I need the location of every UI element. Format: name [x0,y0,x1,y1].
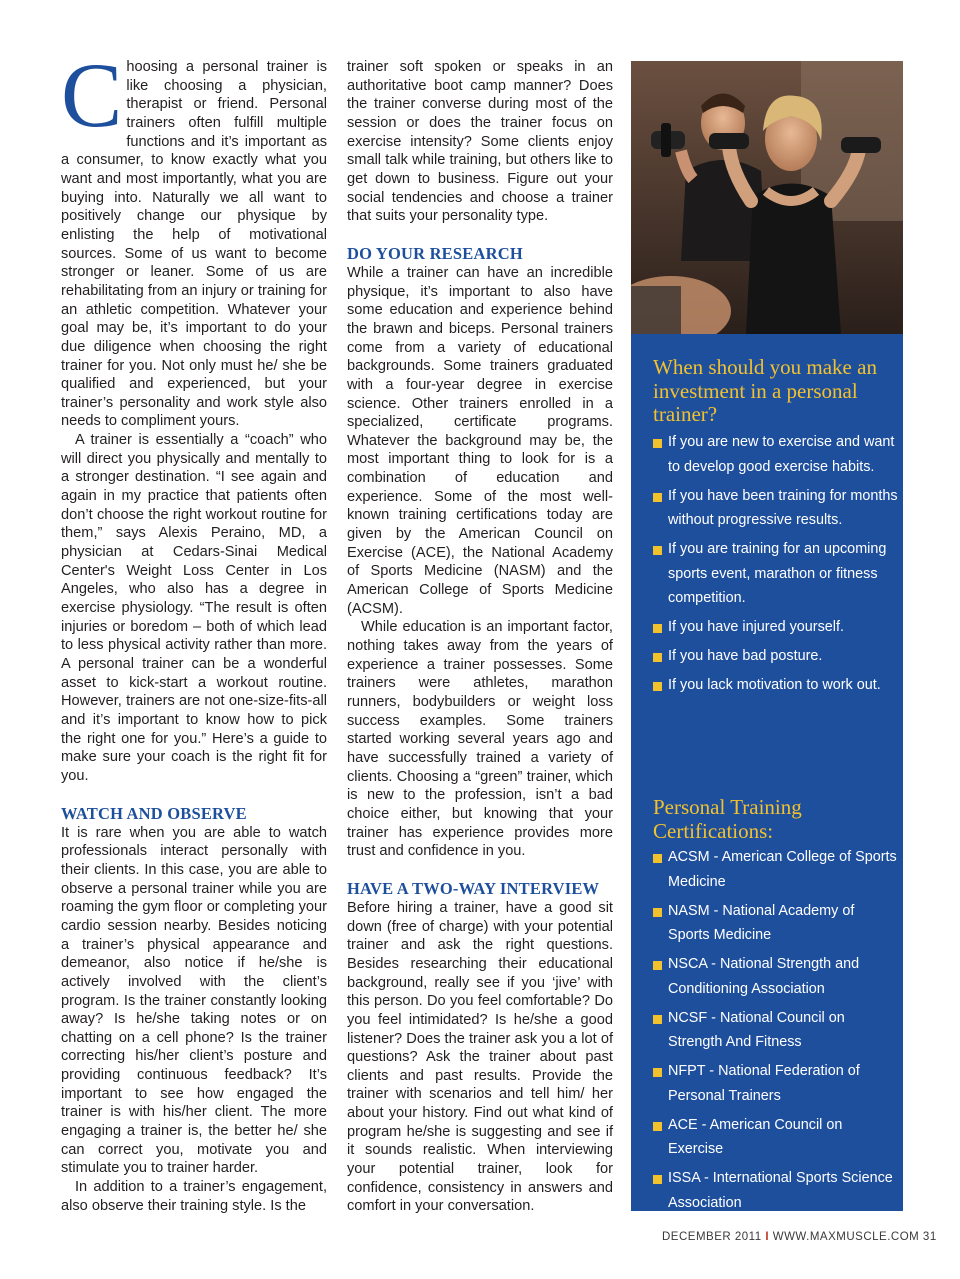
bullet-square-icon [653,1175,662,1184]
article-column-1 [61,44,327,1215]
list-item: If you have bad posture. [653,644,898,669]
bullet-square-icon [653,1122,662,1131]
bullet-square-icon [653,1068,662,1077]
list-item: NSCA - National Strength and Conditioning Association [653,952,898,1001]
interview-paragraph-1: Before hiring a trainer, have a good sit down (free of charge) with your potential trainer and ask the right questions. Besides researching their educational background, really see if you ‘jive’ with this person. Do you feel comfortable? Do you feel intimidated? Is he/she a good listener? Does the trainer ask you a lot of questions? Ask the trainer about past clients and past results. Provide the trainer with scenarios and tell him/ her about your history. Find out what kind of program he/she is suggesting and see if it sounds realistic. When interviewing your potential trainer, look for confidence, consistency in answers and comfort in your conversation. [347,899,613,1215]
bullet-square-icon [653,1015,662,1024]
bullet-square-icon [653,624,662,633]
bullet-square-icon [653,908,662,917]
list-item: ACSM - American College of Sports Medicine [653,845,898,894]
section-heading-watch: WATCH AND OBSERVE [61,803,247,823]
watch-paragraph-1: It is rare when you are able to watch professionals interact personally with their clients. In this case, you are able to observe a personal trainer while you are roaming the gym floor or completing your cardio session nearby. Besides noticing a trainer’s physical appearance and demeanor, also notice if he/she is actively involved with the client’s program. Is the trainer constantly looking away? Is he/she taking notes or on chatting on a cell phone? Is the trainer correcting his/her client’s posture and providing continuous feedback? It’s important to see how engaged the trainer is with his/her client. The more engaging a trainer is, the better he/ she can correct you, motivate you and stimulate you to trainer harder. [61,824,327,1177]
bullet-square-icon [653,439,662,448]
bullet-square-icon [653,682,662,691]
website-url: WWW.MAXMUSCLE.COM [772,1231,920,1243]
research-paragraph-2: While education is an important factor, nothing takes away from the years of experience a trainer possesses. Some trainers were athletes, marathon runners, bodybuilders or weight loss success examples. Some trainers started working several years ago and have successfully trained a variety of clients. Choosing a “green” trainer, which is new to the profession, isn’t a bad choice either, but knowing that your trainer has experience provides more trust and confidence in you. [347,619,613,860]
drop-cap: C [61,44,123,146]
list-item: NCSF - National Council on Strength And Fitness [653,1006,898,1055]
list-item: If you have been training for months without progressive results. [653,484,898,533]
list-item: ISSA - International Sports Science Association [653,1166,898,1215]
footer-separator: I [765,1231,770,1243]
issue-date: DECEMBER 2011 [662,1231,762,1243]
bullet-square-icon [653,493,662,502]
bullet-square-icon [653,653,662,662]
list-item: If you are training for an upcoming sports event, marathon or fitness competition. [653,537,898,611]
intro-paragraph-2: A trainer is essentially a “coach” who will direct you physically and mentally to a stronger destination. “I see again and again in my practice that patients often don’t choose the right workout routine for them,” says Alexis Peraino, MD, a physician at Cedars-Sinai Medical Center's Weight Loss Center in Los Angeles, who also has a degree in exercise physiology. “The result is often injuries or boredom – both of which lead to less physical activity rather than more. A personal trainer can be a wonderful asset to kick-start a workout routine. However, trainers are not one-size-fits-all and it’s important to know how to pick the right one for you.” Here’s a guide to make sure your coach is the right fit for you. [61,432,327,784]
list-item: If you are new to exercise and want to develop good exercise habits. [653,430,898,479]
list-item: NASM - National Academy of Sports Medicine [653,899,898,948]
bullet-square-icon [653,546,662,555]
trainers-lifting-dumbbells-image [631,61,903,334]
page-footer [662,1231,937,1243]
list-item: If you lack motivation to work out. [653,673,898,698]
research-paragraph-1: While a trainer can have an incredible physique, it’s important to also have some education and experience behind the brawn and biceps. Personal trainers come from a variety of educational backgrounds. Some trainers graduated with a four-year degree in exercise science. Other trainers enrolled in a specialized, certificate programs. Whatever the background may be, the most important thing to look for is a combination of education and experience. Some of the most well-known training certifications today are given by the American Council on Exercise (ACE), the National Academy of Sports Medicine (NASM) and the American College of Sports Medicine (ACSM). [347,264,613,617]
intro-paragraph: Choosing a personal trainer is like choosing a physician, therapist or friend. Personal trainers often fulfill multiple functions and it’s important as a consumer, to know exactly what you want and most importantly, what you are buying into. Naturally we all want to positively change our physique by enlisting the help of motivational sources. Some of us want to become stronger or leaner. Some of us are rehabilitating from an injury or training for an athletic competition. Whatever your goal may be, it’s important to do your due diligence when choosing the right trainer for you. Not only must he/ she be qualified and experienced, but your trainer’s personality and work style also needs to compliment yours. [61,44,327,430]
section-heading-research: DO YOUR RESEARCH [347,243,523,263]
investment-title: When should you make an investment in a personal trainer? [653,355,877,426]
page-number: 31 [922,1231,937,1243]
section-heading-interview: HAVE A TWO-WAY INTERVIEW [347,878,600,898]
investment-list [653,430,898,702]
list-item: ACE - American Council on Exercise [653,1113,898,1162]
watch-paragraph-2: In addition to a trainer’s engagement, also observe their training style. Is the [61,1179,327,1214]
certifications-title: Personal Training Certifications: [653,795,802,843]
list-item: If you have injured yourself. [653,615,898,640]
certifications-list [653,845,898,1220]
bullet-square-icon [653,854,662,863]
list-item: NFPT - National Federation of Personal Trainers [653,1059,898,1108]
gym-photo [631,61,903,334]
sidebar-box [631,334,903,1211]
bullet-square-icon [653,961,662,970]
watch-paragraph-2-cont: trainer soft spoken or speaks in an authoritative boot camp manner? Does the trainer converse during most of the session or does the trainer focus on exercise intensity? Some clients enjoy small talk while training, but others like to get down to business. Figure out your social tendencies and choose a trainer that suits your personality type. [347,59,613,225]
article-column-2 [347,58,613,1216]
